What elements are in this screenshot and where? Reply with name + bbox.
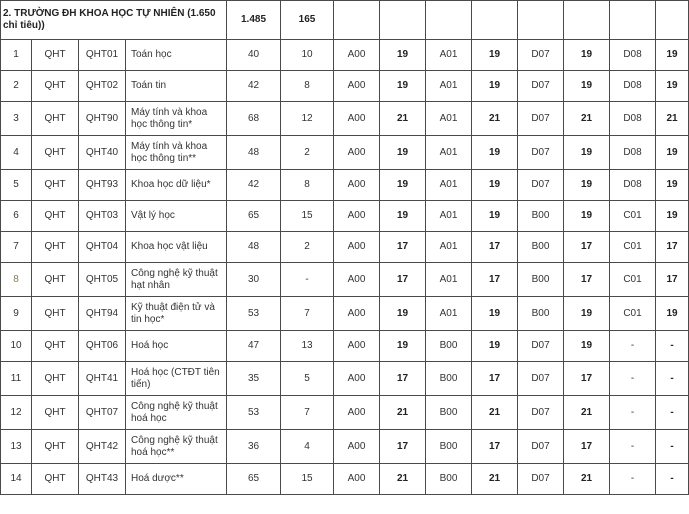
quota-exam: 36: [227, 430, 281, 464]
score-2: 17: [472, 362, 518, 396]
subject-group-2: B00: [426, 362, 472, 396]
quota-a: 1.485: [227, 1, 281, 40]
score-1: 21: [380, 396, 426, 430]
major-code: QHT02: [79, 71, 126, 102]
quota-other: -: [281, 263, 334, 297]
score-3: 19: [564, 136, 610, 170]
subject-group-1: A00: [334, 396, 380, 430]
major-code: QHT07: [79, 396, 126, 430]
score-1: 21: [380, 464, 426, 495]
school-code: QHT: [32, 331, 79, 362]
table-row: [1, 430, 689, 464]
table-row: [1, 201, 689, 232]
school-code: QHT: [32, 430, 79, 464]
score-4: 19: [656, 170, 689, 201]
subject-group-4: D08: [610, 136, 656, 170]
subject-group-3: D07: [518, 40, 564, 71]
subject-group-4: -: [610, 396, 656, 430]
major-name: Toán học: [126, 40, 227, 71]
score-2: 19: [472, 201, 518, 232]
score-2: 19: [472, 71, 518, 102]
major-name: Khoa học vật liệu: [126, 232, 227, 263]
row-number: 2: [1, 71, 32, 102]
subject-group-3: D07: [518, 430, 564, 464]
major-code: QHT42: [79, 430, 126, 464]
quota-exam: 65: [227, 201, 281, 232]
score-2: 19: [472, 136, 518, 170]
school-title: 2. TRƯỜNG ĐH KHOA HỌC TỰ NHIÊN (1.650 chỉ tiêu)): [1, 1, 227, 40]
subject-group-1: A00: [334, 263, 380, 297]
school-code: QHT: [32, 263, 79, 297]
quota-other: 8: [281, 71, 334, 102]
score-4: 17: [656, 232, 689, 263]
major-name: Vật lý học: [126, 201, 227, 232]
quota-other: 15: [281, 464, 334, 495]
row-number: 8: [1, 263, 32, 297]
subject-group-2: A01: [426, 297, 472, 331]
score-2: 21: [472, 396, 518, 430]
quota-other: 4: [281, 430, 334, 464]
quota-other: 12: [281, 102, 334, 136]
subject-group-3: D07: [518, 102, 564, 136]
quota-exam: 53: [227, 297, 281, 331]
subject-group-1: A00: [334, 102, 380, 136]
score-1: 19: [380, 136, 426, 170]
major-code: QHT90: [79, 102, 126, 136]
subject-group-3: B00: [518, 297, 564, 331]
quota-exam: 40: [227, 40, 281, 71]
major-code: QHT93: [79, 170, 126, 201]
row-number: 10: [1, 331, 32, 362]
score-4: 19: [656, 201, 689, 232]
score-1: 17: [380, 430, 426, 464]
major-code: QHT43: [79, 464, 126, 495]
empty-cell: [610, 1, 656, 40]
score-4: 21: [656, 102, 689, 136]
major-name: Công nghệ kỹ thuật hạt nhân: [126, 263, 227, 297]
score-3: 19: [564, 331, 610, 362]
subject-group-1: A00: [334, 430, 380, 464]
score-1: 19: [380, 71, 426, 102]
subject-group-2: B00: [426, 396, 472, 430]
subject-group-3: D07: [518, 331, 564, 362]
school-code: QHT: [32, 40, 79, 71]
school-code: QHT: [32, 102, 79, 136]
table-row: [1, 170, 689, 201]
score-4: 19: [656, 297, 689, 331]
score-4: 19: [656, 136, 689, 170]
subject-group-4: C01: [610, 232, 656, 263]
subject-group-1: A00: [334, 71, 380, 102]
subject-group-2: A01: [426, 201, 472, 232]
subject-group-3: D07: [518, 71, 564, 102]
quota-exam: 35: [227, 362, 281, 396]
subject-group-4: D08: [610, 40, 656, 71]
empty-cell: [472, 1, 518, 40]
school-code: QHT: [32, 297, 79, 331]
score-1: 19: [380, 170, 426, 201]
subject-group-1: A00: [334, 136, 380, 170]
score-3: 17: [564, 263, 610, 297]
quota-other: 5: [281, 362, 334, 396]
school-code: QHT: [32, 201, 79, 232]
quota-exam: 30: [227, 263, 281, 297]
quota-other: 7: [281, 297, 334, 331]
school-code: QHT: [32, 464, 79, 495]
subject-group-4: C01: [610, 297, 656, 331]
school-code: QHT: [32, 362, 79, 396]
major-code: QHT40: [79, 136, 126, 170]
table-row: [1, 40, 689, 71]
table-row: [1, 362, 689, 396]
score-4: -: [656, 331, 689, 362]
table-row: [1, 396, 689, 430]
score-2: 17: [472, 263, 518, 297]
quota-other: 8: [281, 170, 334, 201]
score-3: 19: [564, 40, 610, 71]
subject-group-3: D07: [518, 396, 564, 430]
empty-cell: [426, 1, 472, 40]
table-row: [1, 232, 689, 263]
school-header-row: [1, 1, 689, 40]
subject-group-2: A01: [426, 136, 472, 170]
score-2: 19: [472, 331, 518, 362]
school-code: QHT: [32, 232, 79, 263]
school-code: QHT: [32, 71, 79, 102]
quota-exam: 42: [227, 170, 281, 201]
empty-cell: [380, 1, 426, 40]
score-3: 19: [564, 71, 610, 102]
subject-group-3: D07: [518, 170, 564, 201]
major-code: QHT05: [79, 263, 126, 297]
subject-group-4: C01: [610, 201, 656, 232]
table-row: [1, 102, 689, 136]
quota-exam: 47: [227, 331, 281, 362]
score-2: 21: [472, 102, 518, 136]
subject-group-1: A00: [334, 362, 380, 396]
major-name: Kỹ thuật điện tử và tin học*: [126, 297, 227, 331]
subject-group-3: D07: [518, 136, 564, 170]
row-number: 6: [1, 201, 32, 232]
score-4: -: [656, 362, 689, 396]
quota-exam: 65: [227, 464, 281, 495]
score-4: -: [656, 430, 689, 464]
empty-cell: [518, 1, 564, 40]
subject-group-1: A00: [334, 40, 380, 71]
subject-group-2: A01: [426, 40, 472, 71]
major-name: Hoá học (CTĐT tiên tiến): [126, 362, 227, 396]
row-number: 5: [1, 170, 32, 201]
score-2: 17: [472, 232, 518, 263]
table-row: [1, 297, 689, 331]
score-1: 21: [380, 102, 426, 136]
score-3: 21: [564, 464, 610, 495]
score-1: 17: [380, 263, 426, 297]
table-row: [1, 136, 689, 170]
major-code: QHT04: [79, 232, 126, 263]
subject-group-1: A00: [334, 232, 380, 263]
row-number: 3: [1, 102, 32, 136]
subject-group-4: C01: [610, 263, 656, 297]
score-2: 17: [472, 430, 518, 464]
table-body: [1, 1, 689, 495]
major-code: QHT01: [79, 40, 126, 71]
subject-group-3: B00: [518, 263, 564, 297]
score-3: 19: [564, 297, 610, 331]
subject-group-1: A00: [334, 201, 380, 232]
table-row: [1, 331, 689, 362]
score-3: 19: [564, 170, 610, 201]
score-1: 19: [380, 331, 426, 362]
row-number: 11: [1, 362, 32, 396]
subject-group-4: D08: [610, 71, 656, 102]
score-4: -: [656, 464, 689, 495]
quota-other: 10: [281, 40, 334, 71]
quota-other: 2: [281, 232, 334, 263]
score-3: 21: [564, 396, 610, 430]
table-row: [1, 263, 689, 297]
subject-group-4: D08: [610, 102, 656, 136]
major-name: Công nghệ kỹ thuật hoá học: [126, 396, 227, 430]
row-number: 4: [1, 136, 32, 170]
major-name: Máy tính và khoa học thông tin*: [126, 102, 227, 136]
row-number: 1: [1, 40, 32, 71]
major-code: QHT94: [79, 297, 126, 331]
quota-other: 2: [281, 136, 334, 170]
major-code: QHT06: [79, 331, 126, 362]
row-number: 12: [1, 396, 32, 430]
subject-group-4: -: [610, 362, 656, 396]
subject-group-2: A01: [426, 170, 472, 201]
subject-group-2: A01: [426, 263, 472, 297]
quota-exam: 42: [227, 71, 281, 102]
empty-cell: [656, 1, 689, 40]
score-2: 19: [472, 40, 518, 71]
school-code: QHT: [32, 396, 79, 430]
major-name: Toán tin: [126, 71, 227, 102]
subject-group-2: B00: [426, 331, 472, 362]
table-row: [1, 464, 689, 495]
score-3: 17: [564, 232, 610, 263]
subject-group-2: A01: [426, 232, 472, 263]
score-4: 19: [656, 71, 689, 102]
score-4: 17: [656, 263, 689, 297]
subject-group-3: D07: [518, 362, 564, 396]
score-3: 21: [564, 102, 610, 136]
school-code: QHT: [32, 170, 79, 201]
subject-group-3: B00: [518, 232, 564, 263]
quota-other: 7: [281, 396, 334, 430]
score-2: 19: [472, 297, 518, 331]
score-2: 21: [472, 464, 518, 495]
major-name: Khoa học dữ liệu*: [126, 170, 227, 201]
score-3: 19: [564, 201, 610, 232]
subject-group-4: -: [610, 464, 656, 495]
row-number: 7: [1, 232, 32, 263]
score-1: 17: [380, 362, 426, 396]
subject-group-3: B00: [518, 201, 564, 232]
subject-group-3: D07: [518, 464, 564, 495]
subject-group-2: A01: [426, 71, 472, 102]
subject-group-2: B00: [426, 464, 472, 495]
quota-exam: 48: [227, 232, 281, 263]
row-number: 13: [1, 430, 32, 464]
subject-group-4: -: [610, 430, 656, 464]
quota-exam: 53: [227, 396, 281, 430]
major-name: Hoá dược**: [126, 464, 227, 495]
subject-group-4: D08: [610, 170, 656, 201]
score-4: -: [656, 396, 689, 430]
major-code: QHT41: [79, 362, 126, 396]
major-name: Máy tính và khoa học thông tin**: [126, 136, 227, 170]
subject-group-2: A01: [426, 102, 472, 136]
row-number: 14: [1, 464, 32, 495]
score-3: 17: [564, 362, 610, 396]
empty-cell: [564, 1, 610, 40]
score-3: 17: [564, 430, 610, 464]
quota-other: 15: [281, 201, 334, 232]
major-name: Công nghệ kỹ thuật hoá học**: [126, 430, 227, 464]
score-2: 19: [472, 170, 518, 201]
quota-b: 165: [281, 1, 334, 40]
school-code: QHT: [32, 136, 79, 170]
score-1: 19: [380, 201, 426, 232]
subject-group-2: B00: [426, 430, 472, 464]
score-1: 19: [380, 297, 426, 331]
subject-group-1: A00: [334, 331, 380, 362]
score-1: 17: [380, 232, 426, 263]
subject-group-1: A00: [334, 464, 380, 495]
row-number: 9: [1, 297, 32, 331]
score-1: 19: [380, 40, 426, 71]
subject-group-1: A00: [334, 297, 380, 331]
major-name: Hoá học: [126, 331, 227, 362]
score-4: 19: [656, 40, 689, 71]
quota-other: 13: [281, 331, 334, 362]
subject-group-4: -: [610, 331, 656, 362]
major-code: QHT03: [79, 201, 126, 232]
subject-group-1: A00: [334, 170, 380, 201]
quota-exam: 68: [227, 102, 281, 136]
quota-exam: 48: [227, 136, 281, 170]
table-row: [1, 71, 689, 102]
empty-cell: [334, 1, 380, 40]
